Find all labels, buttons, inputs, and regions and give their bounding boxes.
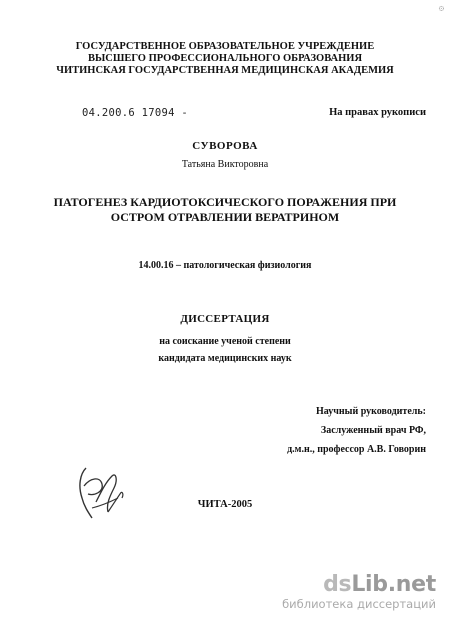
city-year: ЧИТА-2005 xyxy=(197,499,253,510)
specialty-code: 14.00.16 – патологическая физиология xyxy=(138,260,312,271)
author-name: Татьяна Викторовна xyxy=(181,159,269,170)
watermark-logo xyxy=(282,574,436,596)
degree-line-1: на соискание ученой степени xyxy=(159,336,291,347)
title-line-2: ОСТРОМ ОТРАВЛЕНИИ ВЕРАТРИНОМ xyxy=(110,210,340,224)
watermark-logo-suffix: Lib.net xyxy=(351,572,436,597)
supervisor-block xyxy=(287,402,426,459)
supervisor-line-2: д.м.н., профессор А.В. Говорин xyxy=(287,444,426,455)
registration-number: 04.200.6 17094 - xyxy=(82,107,188,119)
supervisor-line-1: Заслуженный врач РФ, xyxy=(320,425,426,436)
dslib-watermark xyxy=(282,574,436,611)
handwritten-signature xyxy=(72,462,132,524)
watermark-caption: библиотека диссертаций xyxy=(282,597,436,611)
degree-line-2: кандидата медицинских наук xyxy=(158,353,292,364)
institution-header xyxy=(0,41,450,77)
institution-line-1: ГОСУДАРСТВЕННОЕ ОБРАЗОВАТЕЛЬНОЕ УЧРЕЖДЕНИЕ xyxy=(75,41,375,52)
supervisor-heading: Научный руководитель: xyxy=(316,406,426,417)
watermark-logo-prefix: ds xyxy=(323,572,352,597)
corner-mark: ۞ xyxy=(438,2,444,12)
rights-note: На правах рукописи xyxy=(329,107,426,118)
institution-line-2: ВЫСШЕГО ПРОФЕССИОНАЛЬНОГО ОБРАЗОВАНИЯ xyxy=(87,53,363,64)
author-surname: СУВОРОВА xyxy=(192,140,258,152)
degree-description xyxy=(0,333,450,367)
title-line-1: ПАТОГЕНЕЗ КАРДИОТОКСИЧЕСКОГО ПОРАЖЕНИЯ ПРИ xyxy=(53,195,397,209)
document-type: ДИССЕРТАЦИЯ xyxy=(180,313,270,325)
institution-line-3: ЧИТИНСКАЯ ГОСУДАРСТВЕННАЯ МЕДИЦИНСКАЯ АКАДЕМИЯ xyxy=(56,65,394,76)
dissertation-title xyxy=(0,195,450,225)
